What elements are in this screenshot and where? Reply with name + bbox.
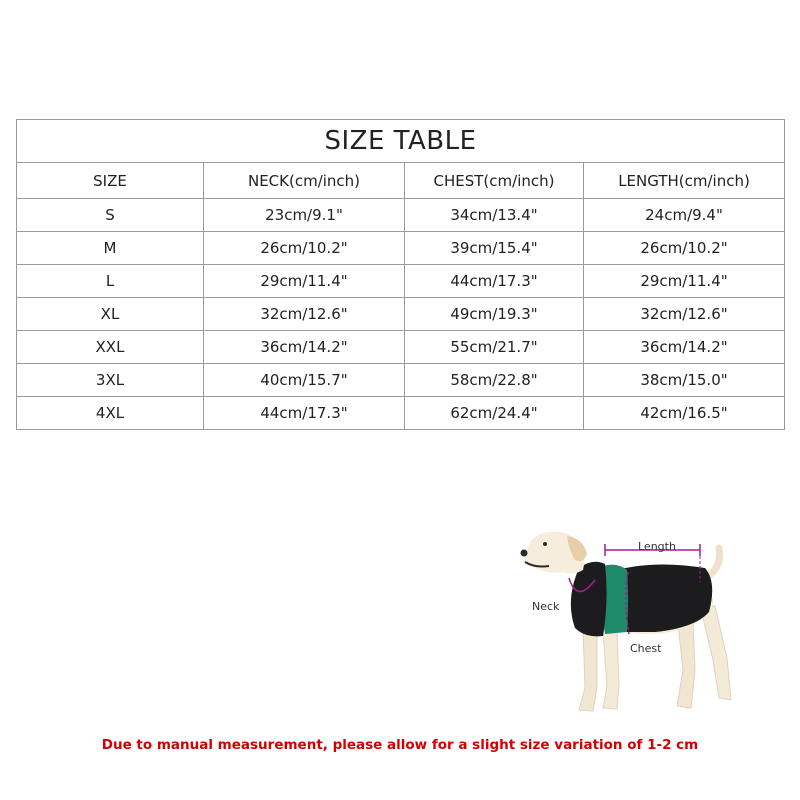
table-row (17, 331, 785, 364)
cell-size: XL (17, 298, 204, 331)
cell-chest: 62cm/24.4" (405, 397, 584, 430)
cell-size: 3XL (17, 364, 204, 397)
measurement-disclaimer: Due to manual measurement, please allow for a slight size variation of 1-2 cm (101, 737, 699, 753)
cell-chest: 58cm/22.8" (405, 364, 584, 397)
cell-length: 38cm/15.0" (584, 364, 785, 397)
cell-neck: 26cm/10.2" (204, 232, 405, 265)
cell-size: M (17, 232, 204, 265)
table-row (17, 232, 785, 265)
cell-neck: 40cm/15.7" (204, 364, 405, 397)
table-title-row (17, 120, 785, 163)
table-header-row (17, 163, 785, 199)
cell-neck: 32cm/12.6" (204, 298, 405, 331)
dog-front-leg (603, 630, 619, 709)
header-chest: CHEST(cm/inch) (405, 163, 584, 199)
dog-illustration (505, 520, 750, 725)
dog-front-leg (579, 628, 597, 711)
dog-eye (543, 542, 547, 546)
cell-neck: 23cm/9.1" (204, 199, 405, 232)
cell-neck: 44cm/17.3" (204, 397, 405, 430)
dog-measurement-figure (505, 520, 750, 725)
chest-label: Chest (630, 642, 662, 655)
table-row (17, 397, 785, 430)
table-row (17, 265, 785, 298)
table-title: SIZE TABLE (17, 120, 785, 163)
length-label: Length (638, 540, 676, 553)
dog-coat-collar (571, 562, 607, 637)
header-neck: NECK(cm/inch) (204, 163, 405, 199)
cell-chest: 55cm/21.7" (405, 331, 584, 364)
cell-length: 42cm/16.5" (584, 397, 785, 430)
cell-size: L (17, 265, 204, 298)
cell-chest: 34cm/13.4" (405, 199, 584, 232)
table-row (17, 364, 785, 397)
header-size: SIZE (17, 163, 204, 199)
cell-size: 4XL (17, 397, 204, 430)
cell-chest: 39cm/15.4" (405, 232, 584, 265)
cell-chest: 49cm/19.3" (405, 298, 584, 331)
cell-size: S (17, 199, 204, 232)
cell-neck: 36cm/14.2" (204, 331, 405, 364)
header-length: LENGTH(cm/inch) (584, 163, 785, 199)
cell-length: 32cm/12.6" (584, 298, 785, 331)
cell-chest: 44cm/17.3" (405, 265, 584, 298)
cell-length: 24cm/9.4" (584, 199, 785, 232)
table-row (17, 298, 785, 331)
size-table (16, 119, 785, 430)
cell-length: 26cm/10.2" (584, 232, 785, 265)
table-row (17, 199, 785, 232)
cell-size: XXL (17, 331, 204, 364)
cell-neck: 29cm/11.4" (204, 265, 405, 298)
cell-length: 36cm/14.2" (584, 331, 785, 364)
cell-length: 29cm/11.4" (584, 265, 785, 298)
dog-back-leg (701, 606, 731, 700)
neck-label: Neck (532, 600, 560, 613)
dog-nose (521, 550, 528, 557)
